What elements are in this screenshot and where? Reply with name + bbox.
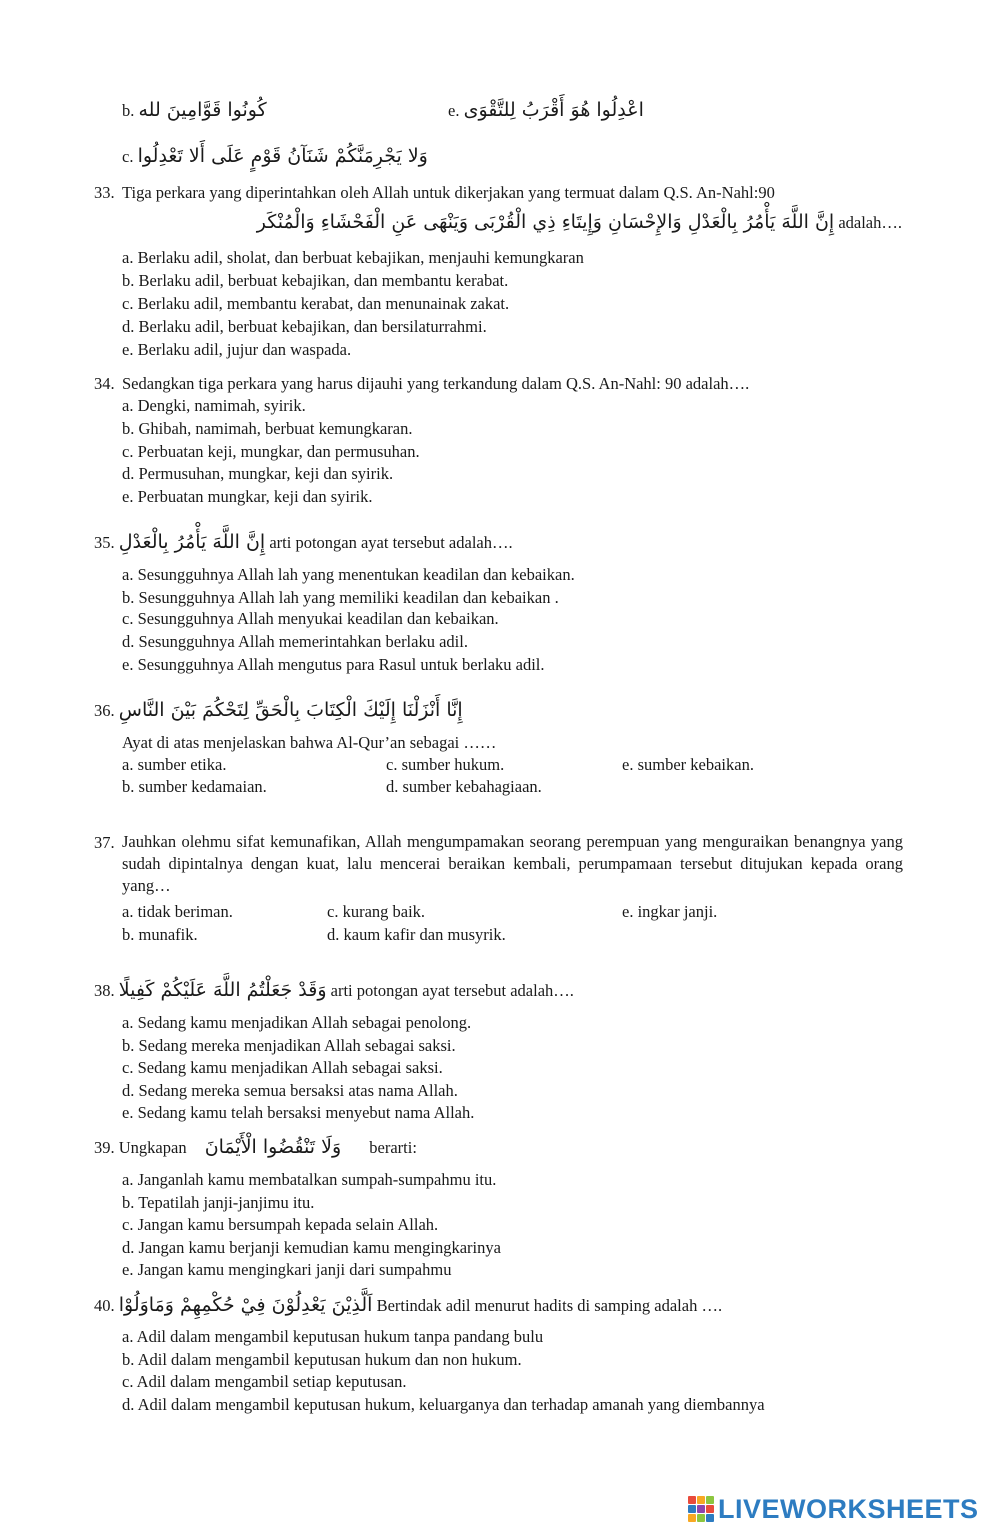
option-d[interactable]: d. kaum kafir dan musyrik. (327, 925, 506, 944)
question-38-row (94, 980, 574, 1001)
question-suffix: berarti: (369, 1138, 417, 1157)
arabic-text: إِنَّ اللَّهَ يَأْمُرُ بِالْعَدْلِ وَالإِحْسَانِ وَإِيتَاءِ ذِي الْقُرْبَى وَيَنْهَى عَنِ الْفَحْشَاءِ وَالْمُنْكَر (256, 211, 835, 233)
arabic-text: وَلا يَجْرِمَنَّكُمْ شَنَآنُ قَوْمٍ عَلَى أَلا تَعْدِلُوا (137, 145, 428, 167)
question-33-number: 33. (94, 183, 115, 202)
option-b[interactable]: b. Tepatilah janji-janjimu itu. (122, 1193, 315, 1212)
arabic-text: اَلَّذِيْنَ يَعْدِلُوْنَ فِيْ حُكْمِهِمْ وَمَاوَلُوْا (118, 1294, 373, 1316)
option-d[interactable]: d. Sesungguhnya Allah memerintahkan berlaku adil. (122, 632, 468, 651)
option-d[interactable]: d. Permusuhan, mungkar, keji dan syirik. (122, 464, 394, 483)
question-36-text: Ayat di atas menjelaskan bahwa Al-Qur’an sebagai …… (122, 733, 497, 752)
question-number: 38. (94, 981, 115, 1000)
logo-text: LIVEWORKSHEETS (718, 1493, 979, 1524)
question-34-text: Sedangkan tiga perkara yang harus dijauhi yang terkandung dalam Q.S. An-Nahl: 90 adalah…. (122, 374, 750, 393)
question-35-row (94, 532, 513, 553)
option-a[interactable]: a. Sesungguhnya Allah lah yang menentukan keadilan dan kebaikan. (122, 565, 575, 584)
option-c[interactable]: c. Adil dalam mengambil setiap keputusan. (122, 1372, 407, 1391)
option-a[interactable]: a. Sedang kamu menjadikan Allah sebagai penolong. (122, 1013, 472, 1032)
option-a[interactable]: a. Berlaku adil, sholat, dan berbuat kebajikan, menjauhi kemungkaran (122, 248, 584, 267)
option-c[interactable]: c. Sesungguhnya Allah menyukai keadilan dan kebaikan. (122, 609, 499, 628)
option-e[interactable]: e. Sesungguhnya Allah mengutus para Rasul untuk berlaku adil. (122, 655, 545, 674)
question-suffix: adalah…. (838, 213, 902, 232)
option-b[interactable]: b. munafik. (122, 925, 198, 944)
option-c[interactable]: c. sumber hukum. (386, 755, 505, 774)
question-number: 39. (94, 1138, 115, 1157)
arabic-text: وَلَا تَنْقُضُوا الْأَيْمَانَ (204, 1136, 342, 1158)
arabic-text: إِنَّا أَنْزَلْنَا إِلَيْكَ الْكِتَابَ بِالْحَقِّ لِتَحْكُمَ بَيْنَ النَّاسِ (118, 699, 463, 721)
option-a[interactable]: a. Dengki, namimah, syirik. (122, 396, 306, 415)
option-b-row (122, 100, 267, 121)
question-37-text: Jauhkan olehmu sifat kemunafikan, Allah mengumpamakan seorang perempuan yang menguraikan benangnya yang sudah dipintalnya dengan kuat, lalu mencerai beraikan kembali, perumpamaan tersebut ditujukan kepada orang yang… (122, 832, 903, 895)
question-suffix: Bertindak adil menurut hadits di samping adalah …. (376, 1296, 723, 1315)
option-b[interactable]: b. Berlaku adil, berbuat kebajikan, dan membantu kerabat. (122, 271, 509, 290)
option-b[interactable]: b. Ghibah, namimah, berbuat kemungkaran. (122, 419, 413, 438)
option-b[interactable]: b. Adil dalam mengambil keputusan hukum dan non hukum. (122, 1350, 522, 1369)
arabic-text: إِنَّ اللَّهَ يَأْمُرُ بِالْعَدْلِ (118, 531, 266, 553)
option-e[interactable]: e. Jangan kamu mengingkari janji dari sumpahmu (122, 1260, 452, 1279)
question-prefix: Ungkapan (118, 1138, 187, 1157)
option-a[interactable]: a. tidak beriman. (122, 902, 233, 921)
option-d[interactable]: d. Berlaku adil, berbuat kebajikan, dan bersilaturrahmi. (122, 317, 487, 336)
liveworksheets-logo (688, 1492, 979, 1526)
option-c[interactable]: c. Perbuatan keji, mungkar, dan permusuhan. (122, 442, 420, 461)
option-d[interactable]: d. Adil dalam mengambil keputusan hukum, keluarganya dan terhadap amanah yang diembannya (122, 1395, 765, 1414)
option-b[interactable]: b. Sedang mereka menjadikan Allah sebagai saksi. (122, 1036, 456, 1055)
question-number: 35. (94, 533, 115, 552)
option-e[interactable]: e. ingkar janji. (622, 902, 718, 921)
option-e[interactable]: e. Berlaku adil, jujur dan waspada. (122, 340, 352, 359)
option-a[interactable]: a. Janganlah kamu membatalkan sumpah-sumpahmu itu. (122, 1170, 497, 1189)
option-e[interactable]: e. sumber kebaikan. (622, 755, 754, 774)
option-d[interactable]: d. Jangan kamu berjanji kemudian kamu mengingkarinya (122, 1238, 501, 1257)
question-34-number: 34. (94, 374, 115, 393)
option-c[interactable]: c. Jangan kamu bersumpah kepada selain Allah. (122, 1215, 439, 1234)
arabic-text: كُونُوا قَوَّامِينَ لله (138, 99, 267, 121)
option-label: b. (122, 101, 135, 120)
option-a[interactable]: a. sumber etika. (122, 755, 227, 774)
question-suffix: arti potongan ayat tersebut adalah…. (269, 533, 513, 552)
option-label: e. (448, 101, 460, 120)
question-33-text: Tiga perkara yang diperintahkan oleh Allah untuk dikerjakan yang termuat dalam Q.S. An-Nahl:90 (122, 183, 775, 202)
arabic-text: اعْدِلُوا هُوَ أَقْرَبُ لِلتَّقْوَى (463, 99, 644, 121)
question-number: 40. (94, 1296, 115, 1315)
option-a[interactable]: a. Adil dalam mengambil keputusan hukum tanpa pandang bulu (122, 1327, 544, 1346)
option-c[interactable]: c. kurang baik. (327, 902, 426, 921)
option-d[interactable]: d. sumber kebahagiaan. (386, 777, 542, 796)
question-36-row (94, 700, 463, 721)
option-b[interactable]: b. Sesungguhnya Allah lah yang memiliki keadilan dan kebaikan . (122, 588, 559, 607)
question-suffix: arti potongan ayat tersebut adalah…. (330, 981, 574, 1000)
question-40-row (94, 1295, 722, 1316)
logo-grid-icon (688, 1496, 714, 1522)
question-39-row (94, 1137, 417, 1158)
option-d[interactable]: d. Sedang mereka semua bersaksi atas nama Allah. (122, 1081, 458, 1100)
option-b[interactable]: b. sumber kedamaian. (122, 777, 267, 796)
option-e[interactable]: e. Perbuatan mungkar, keji dan syirik. (122, 487, 373, 506)
option-c[interactable]: c. Berlaku adil, membantu kerabat, dan menunainak zakat. (122, 294, 510, 313)
option-label: c. (122, 147, 134, 166)
arabic-text: وَقَدْ جَعَلْتُمُ اللَّهَ عَلَيْكُمْ كَفِيلًا (118, 979, 327, 1001)
question-33-arabic-row (122, 212, 902, 233)
option-c[interactable]: c. Sedang kamu menjadikan Allah sebagai saksi. (122, 1058, 443, 1077)
question-number: 36. (94, 701, 115, 720)
question-37-number: 37. (94, 833, 115, 852)
option-e[interactable]: e. Sedang kamu telah bersaksi menyebut nama Allah. (122, 1103, 475, 1122)
option-c-row (122, 146, 428, 167)
option-e-row (448, 100, 644, 121)
